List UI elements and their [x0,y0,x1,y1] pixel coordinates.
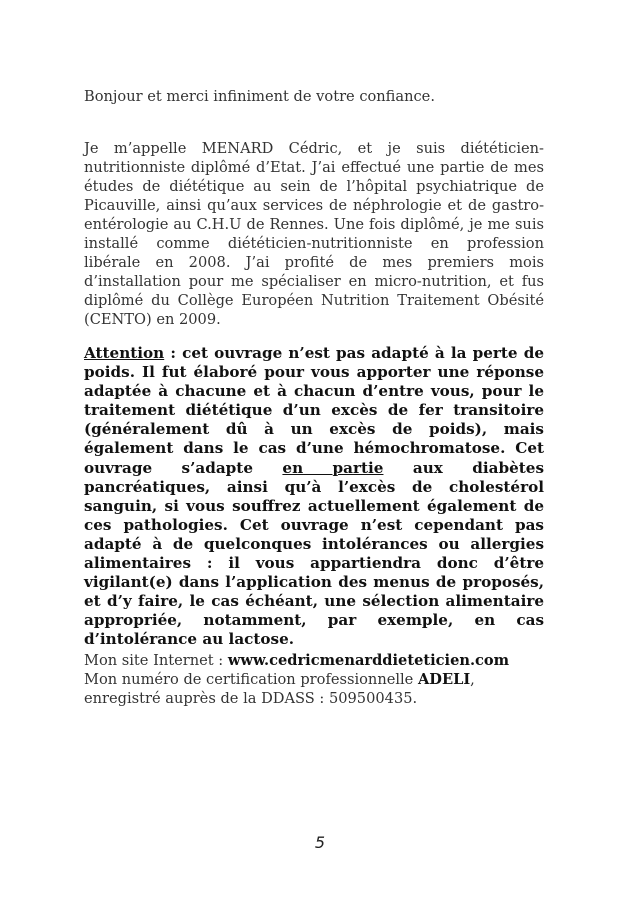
biography-paragraph: Je m’appelle MENARD Cédric, et je suis diététicien-nutritionniste diplômé d’Etat. J’ai effectué une partie de mes études de diététique au sein de l’hôpital psychiatrique de Picauville, ainsi qu’aux services de néphrologie et de gastro-entérologie au C.H.U de Rennes. Une fois diplômé, je me suis installé comme diététicien-nutritionniste en profession libérale en 2008. J’ai profité de mes premiers mois d’installation pour me spécialiser en micro-nutrition, et fus diplômé du Collège Européen Nutrition Traitement Obésité (CENTO) en 2009. [84,140,544,328]
certification-prefix: Mon numéro de certification professionnelle [84,671,418,688]
page-number: 5 [314,833,326,852]
contact-paragraph [84,651,544,708]
website-link[interactable]: www.cedricmenarddieteticien.com [227,652,510,669]
attention-text-part2: . Cet ouvrage s’adapte [84,439,545,477]
greeting-paragraph: Bonjour et merci infiniment de votre confiance. [84,88,435,105]
attention-text-part1: cet ouvrage n’est pas adapté à la perte de poids. Il fut élaboré pour vous apporter une réponse adaptée à chacune et à chacun d’entre vous, pour le traitement diététique d’un excès de fer transitoire (généralement dû à un excès de poids), mais également dans le cas d’une hémochromatose [84,344,544,458]
attention-emphasis: en partie [282,458,384,477]
certification-suffix: , enregistré auprès de la DDASS : 509500435. [84,671,475,707]
attention-end: . [288,630,295,649]
website-label: Mon site Internet : [84,652,228,669]
attention-label: Attention [84,344,165,362]
attention-paragraph [84,344,544,650]
attention-text-part3: aux diabètes pancréatiques, ainsi qu’à l’excès de cholestérol sanguin, si vous souffrez actuellement également de ces pathologies. Cet ouvrage n’est cependant pas adapté à de quelconques intolérances ou allergies alimentaires : il vous appartiendra donc d’être vigilant(e) dans l’application des menus de proposés, et d’y faire, le cas échéant, une sélection alimentaire appropriée, notamment, par exemple, en cas d’intolérance au lactose [84,458,544,649]
certification-org: ADELI [417,671,471,688]
attention-separator: : [164,344,183,362]
